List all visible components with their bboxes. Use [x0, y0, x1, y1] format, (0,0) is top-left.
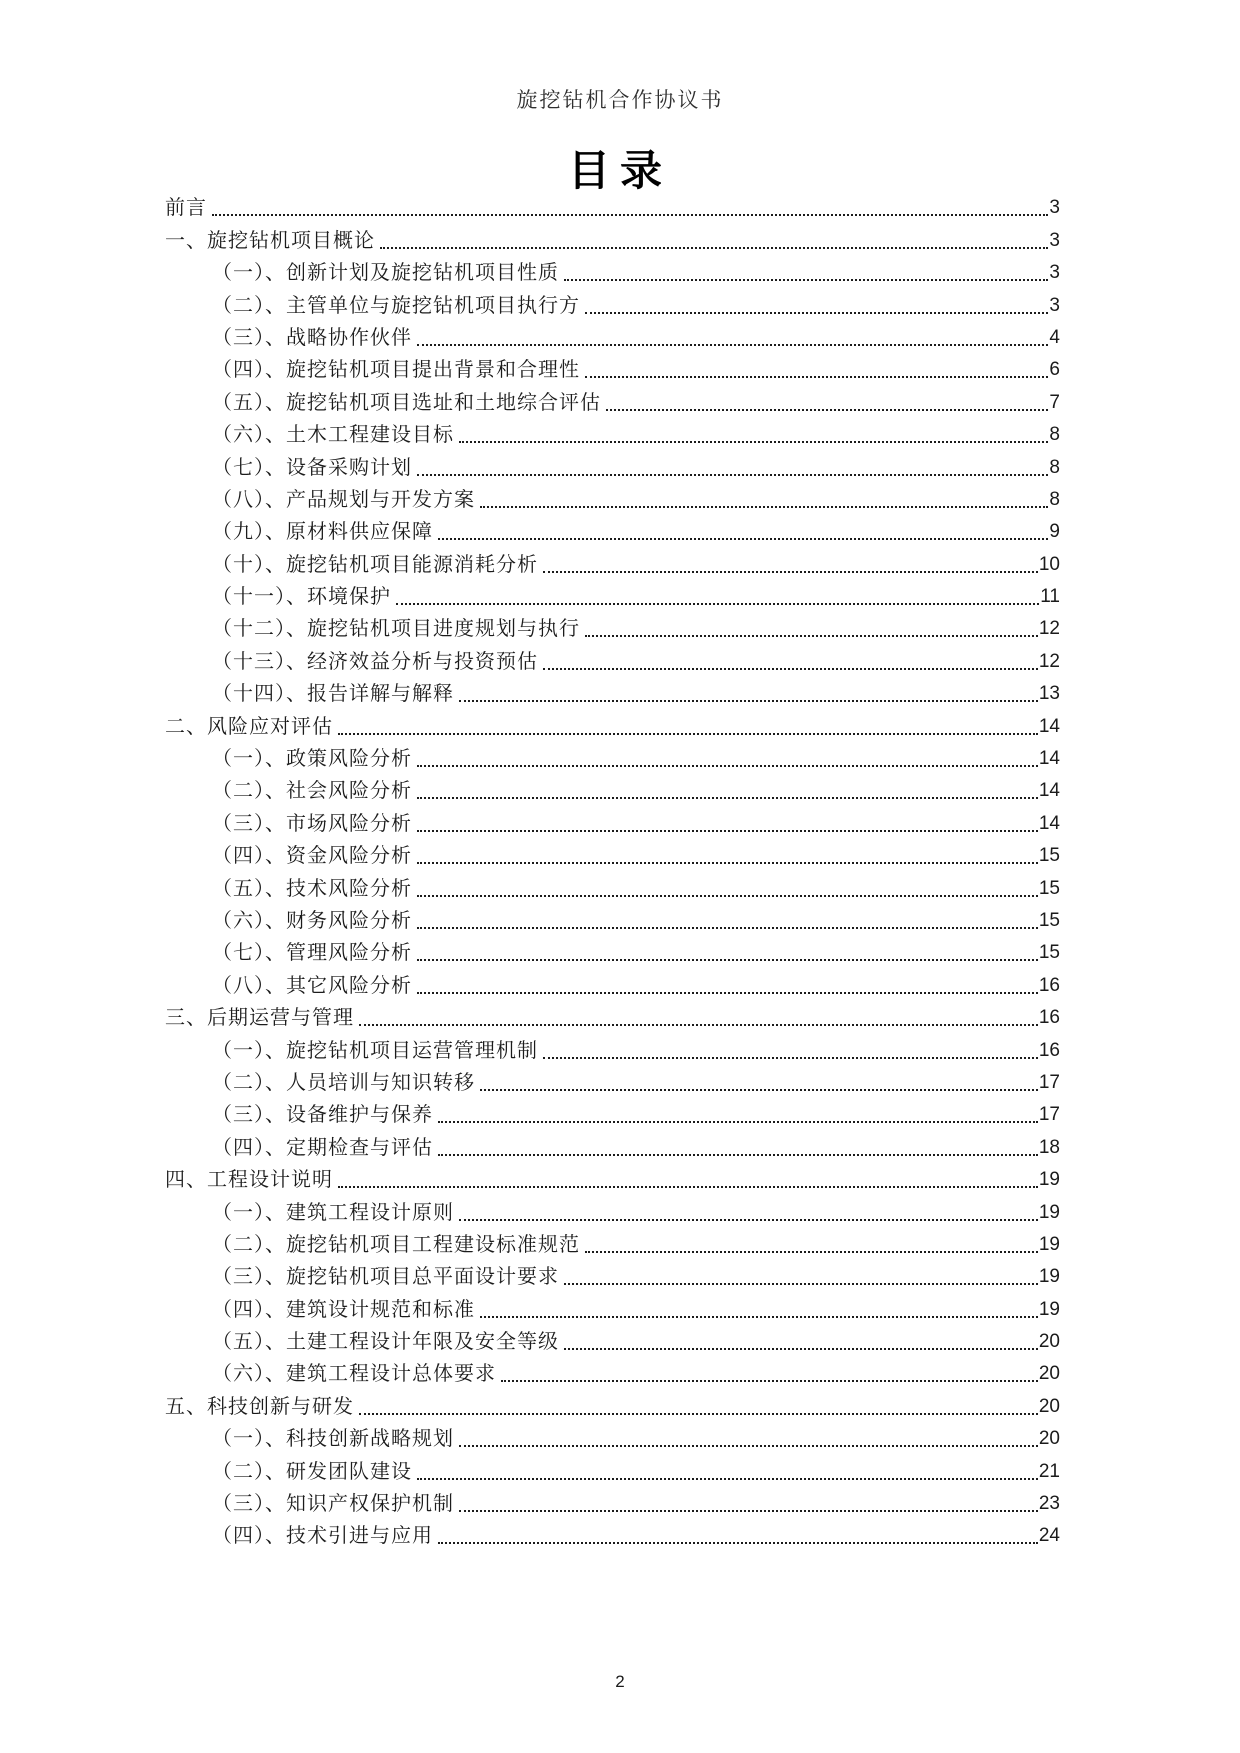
- toc-page-number: 3: [1049, 294, 1060, 316]
- toc-entry-label: 三、后期运营与管理: [165, 1007, 354, 1030]
- toc-dot-leader: [480, 1316, 1038, 1318]
- toc-entry-label: （七）、管理风险分析: [212, 942, 412, 965]
- toc-entry[interactable]: [165, 1389, 1060, 1421]
- toc-entry[interactable]: [165, 904, 1060, 936]
- toc-dot-leader: [543, 668, 1038, 670]
- toc-entry-label: （一）、政策风险分析: [212, 748, 412, 771]
- toc-page-number: 9: [1049, 521, 1060, 543]
- toc-entry-label: （六）、财务风险分析: [212, 909, 412, 932]
- toc-entry[interactable]: [165, 1292, 1060, 1324]
- toc-dot-leader: [459, 1510, 1038, 1512]
- toc-page-number: 3: [1049, 229, 1060, 251]
- toc-page-number: 20: [1038, 1331, 1060, 1353]
- toc-entry[interactable]: [165, 677, 1060, 709]
- toc-entry-label: （三）、旋挖钻机项目总平面设计要求: [212, 1266, 559, 1289]
- toc-dot-leader: [543, 571, 1038, 573]
- toc-entry-label: （七）、设备采购计划: [212, 456, 412, 479]
- toc-dot-leader: [564, 279, 1048, 281]
- toc-entry[interactable]: [165, 1454, 1060, 1486]
- footer-page-number: 2: [615, 1672, 625, 1691]
- toc-page-number: 19: [1038, 1201, 1060, 1223]
- toc-dot-leader: [480, 506, 1048, 508]
- toc-dot-leader: [438, 1542, 1038, 1544]
- toc-entry-label: （三）、战略协作伙伴: [212, 326, 412, 349]
- toc-dot-leader: [606, 409, 1048, 411]
- toc-page-number: 19: [1038, 1266, 1060, 1288]
- toc-entry[interactable]: [165, 385, 1060, 417]
- toc-page-number: 17: [1038, 1071, 1060, 1093]
- toc-entry[interactable]: [165, 806, 1060, 838]
- toc-dot-leader: [417, 927, 1038, 929]
- toc-entry[interactable]: [165, 1422, 1060, 1454]
- toc-dot-leader: [417, 992, 1038, 994]
- toc-entry-label: （五）、技术风险分析: [212, 877, 412, 900]
- toc-entry[interactable]: [165, 321, 1060, 353]
- toc-entry-label: （一）、科技创新战略规划: [212, 1428, 454, 1451]
- toc-page-number: 16: [1038, 1007, 1060, 1029]
- toc-entry[interactable]: [165, 1357, 1060, 1389]
- toc-dot-leader: [585, 376, 1048, 378]
- toc-page-number: 14: [1038, 812, 1060, 834]
- toc-page-number: 7: [1049, 391, 1060, 413]
- toc-entry-label: （四）、技术引进与应用: [212, 1525, 433, 1548]
- toc-dot-leader: [459, 1445, 1038, 1447]
- toc-entry[interactable]: [165, 1130, 1060, 1162]
- toc-entry-label: （二）、社会风险分析: [212, 780, 412, 803]
- toc-page-number: 15: [1038, 877, 1060, 899]
- toc-dot-leader: [438, 1154, 1038, 1156]
- toc-entry-label: （四）、建筑设计规范和标准: [212, 1298, 475, 1321]
- toc-entry-label: （二）、旋挖钻机项目工程建设标准规范: [212, 1233, 580, 1256]
- toc-dot-leader: [585, 1251, 1038, 1253]
- toc-page-number: 24: [1038, 1525, 1060, 1547]
- toc-entry[interactable]: [165, 1228, 1060, 1260]
- toc-entry-label: 五、科技创新与研发: [165, 1395, 354, 1418]
- toc-page-number: 4: [1049, 326, 1060, 348]
- toc-page-number: 20: [1038, 1363, 1060, 1385]
- toc-page-number: 13: [1038, 683, 1060, 705]
- toc-entry-label: （十一）、环境保护: [212, 586, 391, 609]
- toc-dot-leader: [359, 1024, 1038, 1026]
- toc-dot-leader: [438, 538, 1048, 540]
- toc-dot-leader: [564, 1348, 1038, 1350]
- toc-entry-label: 一、旋挖钻机项目概论: [165, 229, 375, 252]
- toc-dot-leader: [338, 733, 1038, 735]
- toc-entry[interactable]: [165, 1001, 1060, 1033]
- toc-page-number: 18: [1038, 1136, 1060, 1158]
- toc-entry-label: （十）、旋挖钻机项目能源消耗分析: [212, 553, 538, 576]
- toc-dot-leader: [417, 862, 1038, 864]
- toc-entry[interactable]: [165, 288, 1060, 320]
- toc-page-number: 10: [1038, 553, 1060, 575]
- toc-page-number: 19: [1038, 1233, 1060, 1255]
- toc-dot-leader: [396, 603, 1039, 605]
- toc-dot-leader: [417, 959, 1038, 961]
- toc-entry-label: （二）、主管单位与旋挖钻机项目执行方: [212, 294, 580, 317]
- toc-entry[interactable]: [165, 742, 1060, 774]
- toc-dot-leader: [543, 1057, 1038, 1059]
- toc-dot-leader: [359, 1413, 1038, 1415]
- toc-dot-leader: [338, 1186, 1038, 1188]
- toc-entry-label: （四）、旋挖钻机项目提出背景和合理性: [212, 359, 580, 382]
- toc-page-number: 11: [1040, 586, 1060, 608]
- toc-entry[interactable]: [165, 580, 1060, 612]
- toc-page-number: 15: [1038, 942, 1060, 964]
- toc-entry-label: 二、风险应对评估: [165, 715, 333, 738]
- toc-entry-label: （十四）、报告详解与解释: [212, 683, 454, 706]
- toc-dot-leader: [459, 1219, 1038, 1221]
- toc-dot-leader: [480, 1089, 1038, 1091]
- toc-entry[interactable]: [165, 774, 1060, 806]
- toc-title: 目录: [567, 149, 672, 195]
- toc-entry-label: （三）、设备维护与保养: [212, 1104, 433, 1127]
- toc-entry[interactable]: [165, 644, 1060, 676]
- toc-page-number: 17: [1038, 1104, 1060, 1126]
- toc-dot-leader: [417, 830, 1038, 832]
- toc-entry[interactable]: [165, 1033, 1060, 1065]
- toc-page-number: 14: [1038, 748, 1060, 770]
- toc-entry-label: （四）、定期检查与评估: [212, 1136, 433, 1159]
- toc-entry-label: （一）、建筑工程设计原则: [212, 1201, 454, 1224]
- toc-entry-label: （二）、人员培训与知识转移: [212, 1071, 475, 1094]
- toc-page-number: 8: [1049, 456, 1060, 478]
- toc-page-number: 6: [1049, 359, 1060, 381]
- toc-entry-label: （五）、旋挖钻机项目选址和土地综合评估: [212, 391, 601, 414]
- toc-entry[interactable]: [165, 1260, 1060, 1292]
- toc-entry[interactable]: [165, 256, 1060, 288]
- toc-dot-leader: [585, 312, 1048, 314]
- toc-page-number: 16: [1038, 1039, 1060, 1061]
- toc-entry[interactable]: [165, 968, 1060, 1000]
- toc-entry-label: （八）、其它风险分析: [212, 974, 412, 997]
- toc-entry[interactable]: [165, 515, 1060, 547]
- toc-page-number: 20: [1038, 1428, 1060, 1450]
- toc-dot-leader: [417, 1478, 1038, 1480]
- toc-entry[interactable]: [165, 1325, 1060, 1357]
- toc-page-number: 12: [1038, 618, 1060, 640]
- toc-entry[interactable]: [165, 936, 1060, 968]
- toc-entry[interactable]: [165, 1519, 1060, 1551]
- toc-page-number: 15: [1038, 845, 1060, 867]
- toc-entry[interactable]: [165, 1163, 1060, 1195]
- toc-page-number: 23: [1038, 1493, 1060, 1515]
- toc-entry-label: （十二）、旋挖钻机项目进度规划与执行: [212, 618, 580, 641]
- toc-page-number: 8: [1049, 424, 1060, 446]
- toc-entry[interactable]: [165, 223, 1060, 255]
- toc-dot-leader: [459, 441, 1048, 443]
- toc-entry[interactable]: [165, 1195, 1060, 1227]
- toc-entry-label: （六）、土木工程建设目标: [212, 424, 454, 447]
- toc-entry-label: （一）、创新计划及旋挖钻机项目性质: [212, 262, 559, 285]
- toc-dot-leader: [212, 214, 1048, 216]
- toc-dot-leader: [417, 797, 1038, 799]
- toc-entry-label: （三）、知识产权保护机制: [212, 1493, 454, 1516]
- toc-page-number: 16: [1038, 974, 1060, 996]
- toc-dot-leader: [459, 700, 1038, 702]
- toc-entry[interactable]: [165, 871, 1060, 903]
- toc-dot-leader: [417, 895, 1038, 897]
- toc-entry[interactable]: [165, 839, 1060, 871]
- toc-page-number: 19: [1038, 1169, 1060, 1191]
- document-header-title: 旋挖钻机合作协议书: [516, 88, 724, 112]
- toc-page-number: 14: [1038, 780, 1060, 802]
- toc-entry[interactable]: [165, 450, 1060, 482]
- toc-list: [165, 191, 1060, 1551]
- toc-entry[interactable]: [165, 418, 1060, 450]
- toc-entry[interactable]: [165, 483, 1060, 515]
- toc-entry-label: （九）、原材料供应保障: [212, 521, 433, 544]
- toc-entry-label: （五）、土建工程设计年限及安全等级: [212, 1331, 559, 1354]
- toc-dot-leader: [417, 765, 1038, 767]
- toc-entry[interactable]: [165, 1487, 1060, 1519]
- toc-page-number: 20: [1038, 1395, 1060, 1417]
- toc-entry-label: （十三）、经济效益分析与投资预估: [212, 650, 538, 673]
- toc-entry[interactable]: [165, 191, 1060, 223]
- toc-dot-leader: [585, 635, 1038, 637]
- toc-entry-label: （一）、旋挖钻机项目运营管理机制: [212, 1039, 538, 1062]
- toc-entry-label: （八）、产品规划与开发方案: [212, 488, 475, 511]
- toc-entry-label: （三）、市场风险分析: [212, 812, 412, 835]
- toc-dot-leader: [564, 1283, 1038, 1285]
- toc-entry-label: （二）、研发团队建设: [212, 1460, 412, 1483]
- toc-page-number: 12: [1038, 650, 1060, 672]
- toc-dot-leader: [501, 1380, 1038, 1382]
- toc-dot-leader: [417, 474, 1048, 476]
- toc-entry-label: 四、工程设计说明: [165, 1169, 333, 1192]
- toc-entry[interactable]: [165, 547, 1060, 579]
- toc-page-number: 15: [1038, 909, 1060, 931]
- toc-page-number: 8: [1049, 488, 1060, 510]
- toc-entry[interactable]: [165, 1066, 1060, 1098]
- toc-entry[interactable]: [165, 353, 1060, 385]
- toc-page-number: 3: [1049, 197, 1060, 219]
- toc-entry[interactable]: [165, 1098, 1060, 1130]
- toc-page-number: 21: [1038, 1460, 1060, 1482]
- toc-entry[interactable]: [165, 709, 1060, 741]
- toc-entry-label: （六）、建筑工程设计总体要求: [212, 1363, 496, 1386]
- toc-dot-leader: [417, 344, 1048, 346]
- toc-entry-label: （四）、资金风险分析: [212, 845, 412, 868]
- toc-dot-leader: [380, 247, 1048, 249]
- toc-page-number: 19: [1038, 1298, 1060, 1320]
- toc-page-number: 14: [1038, 715, 1060, 737]
- toc-entry-label: 前言: [165, 197, 207, 220]
- toc-entry[interactable]: [165, 612, 1060, 644]
- toc-dot-leader: [438, 1121, 1038, 1123]
- toc-page-number: 3: [1049, 262, 1060, 284]
